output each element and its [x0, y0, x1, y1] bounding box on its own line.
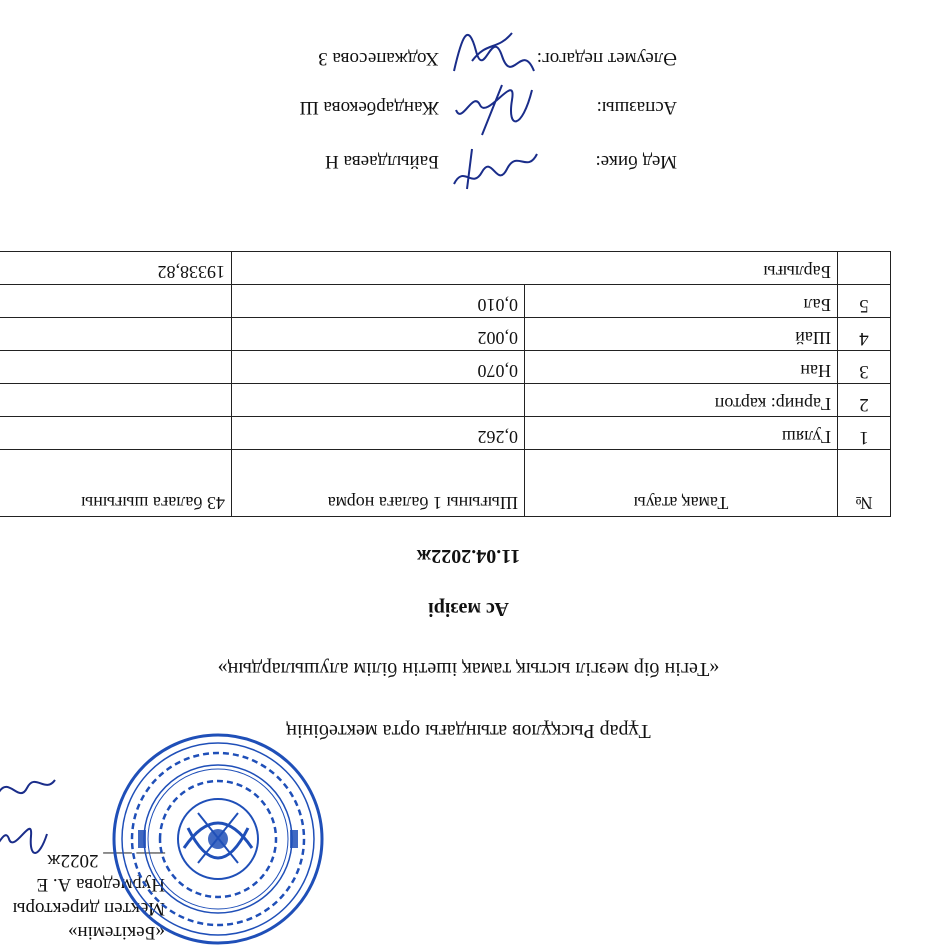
approval-position: Мектеп директоры — [12, 898, 165, 919]
signature-name: Байылдаева Н — [325, 151, 439, 172]
total-value: 19338,82 — [0, 252, 232, 285]
menu-table — [0, 251, 891, 517]
signature-role: Мед бике: — [595, 151, 677, 172]
menu-date: 11.04.2022ж — [416, 545, 521, 567]
row-num: 4 — [838, 318, 891, 351]
row-total — [0, 384, 232, 417]
row-total — [0, 318, 232, 351]
social-teacher-signature — [452, 31, 542, 91]
signature-name: Жандарбекова Ш — [299, 97, 439, 118]
program-name: «Тегін бір мезгіл ыстық тамақ ішетін білім алушылардың» — [217, 658, 720, 680]
signature-name: Ходжапесова З — [318, 48, 439, 69]
header-total: 43 балаға шығыны — [0, 450, 232, 517]
row-name: Гарнир: картоп — [525, 384, 838, 417]
table-header-row — [0, 450, 891, 517]
table-row — [0, 351, 891, 384]
table-row — [0, 417, 891, 450]
row-norm: 0,070 — [232, 351, 525, 384]
row-total — [0, 351, 232, 384]
row-name: Нан — [525, 351, 838, 384]
signature-row-social-teacher — [237, 43, 677, 69]
menu-title: Ас мәзірі — [428, 598, 509, 620]
approval-title: «Бекітемін» — [67, 922, 165, 943]
total-label: Барлығы — [232, 252, 838, 285]
school-name: Тұрар Рысқұлов атындағы орта мектебінің — [286, 720, 651, 742]
signature-role: Аспазшы: — [596, 97, 677, 118]
signature-row-nurse — [237, 146, 677, 172]
school-stamp — [107, 730, 329, 948]
approval-director: Нурмедова А. Е — [36, 874, 165, 895]
row-num: 1 — [838, 417, 891, 450]
table-row — [0, 285, 891, 318]
header-num: № — [838, 450, 891, 517]
row-name: Шай — [525, 318, 838, 351]
table-total-row — [0, 252, 891, 285]
row-norm: 0,010 — [232, 285, 525, 318]
row-total — [0, 285, 232, 318]
row-num: 5 — [838, 285, 891, 318]
signature-role: Әлеумет педагог: — [536, 48, 677, 69]
row-norm: 0,002 — [232, 318, 525, 351]
date-scrawl — [0, 762, 57, 802]
table-row — [0, 384, 891, 417]
nurse-signature — [452, 134, 542, 194]
director-signature — [0, 824, 49, 864]
row-norm: 0,262 — [232, 417, 525, 450]
row-norm — [232, 384, 525, 417]
header-name: Тамақ атауы — [525, 450, 838, 517]
row-name: Гуляш — [525, 417, 838, 450]
row-total — [0, 417, 232, 450]
table-row — [0, 318, 891, 351]
approval-date: ___ ___ 2022ж — [47, 850, 165, 871]
signature-row-cook — [237, 92, 677, 118]
row-name: Бал — [525, 285, 838, 318]
total-num-cell — [838, 252, 891, 285]
header-norm: Шығыны 1 балаға норма — [232, 450, 525, 517]
row-num: 3 — [838, 351, 891, 384]
row-num: 2 — [838, 384, 891, 417]
